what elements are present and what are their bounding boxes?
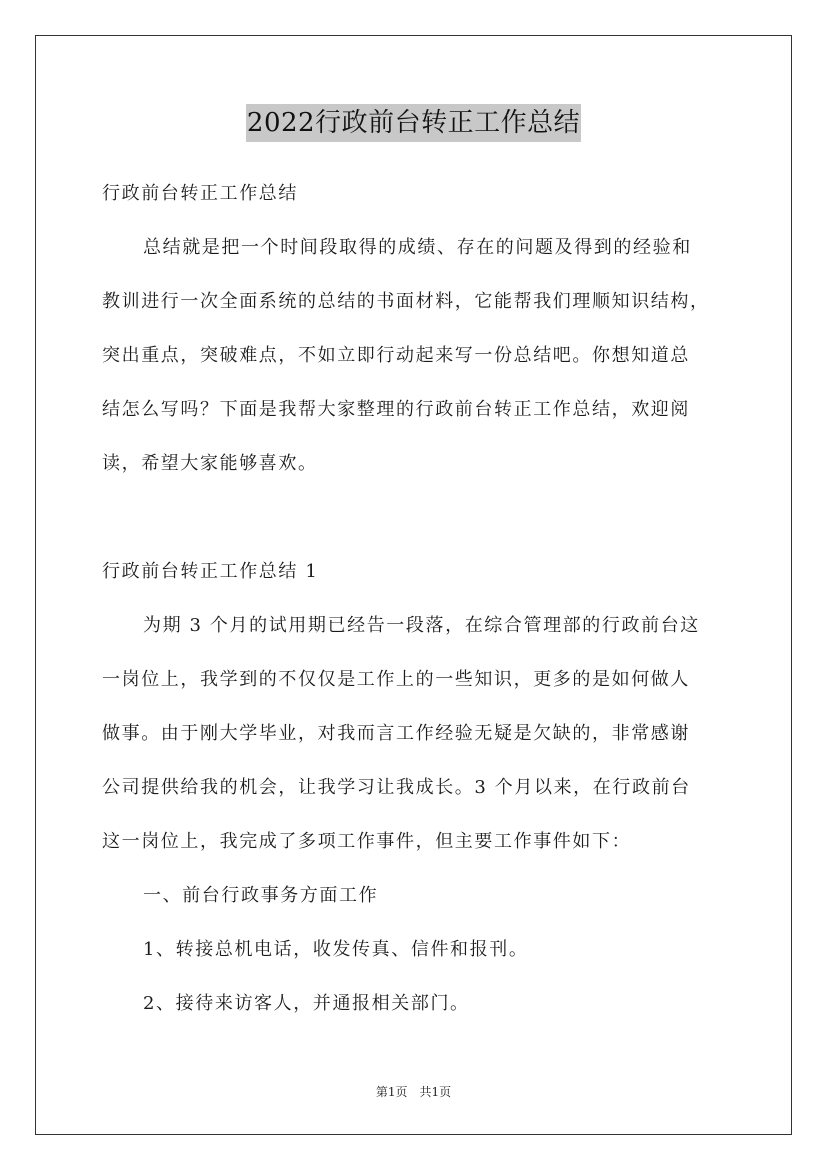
section-1-line-2: 一岗位上，我学到的不仅仅是工作上的一些知识，更多的是如何做人: [102, 669, 690, 690]
intro-line-5: 读，希望大家能够喜欢。: [102, 453, 318, 474]
section-1-line-5: 这一岗位上，我完成了多项工作事件，但主要工作事件如下：: [102, 831, 632, 852]
intro-heading: 行政前台转正工作总结: [102, 183, 298, 204]
section-1-line-3: 做事。由于刚大学毕业，对我而言工作经验无疑是欠缺的，非常感谢: [102, 723, 690, 744]
subheading-front-desk-affairs: 一、前台行政事务方面工作: [143, 885, 379, 906]
intro-line-4: 结怎么写吗？下面是我帮大家整理的行政前台转正工作总结，欢迎阅: [102, 399, 690, 420]
section-1-heading: 行政前台转正工作总结 1: [102, 561, 319, 582]
intro-line-3: 突出重点，突破难点，不如立即行动起来写一份总结吧。你想知道总: [102, 345, 690, 366]
page-footer: 第1页 共1页: [375, 1085, 452, 1099]
list-item-1: 1、转接总机电话，收发传真、信件和报刊。: [143, 939, 529, 960]
intro-line-2: 教训进行一次全面系统的总结的书面材料，它能帮我们理顺知识结构，: [102, 291, 710, 312]
document-title: 2022行政前台转正工作总结: [246, 104, 581, 142]
intro-line-1: 总结就是把一个时间段取得的成绩、存在的问题及得到的经验和: [143, 237, 692, 258]
list-item-2: 2、接待来访客人，并通报相关部门。: [143, 993, 470, 1014]
section-1-line-1: 为期 3 个月的试用期已经告一段落，在综合管理部的行政前台这: [143, 615, 700, 636]
title-container: [0, 104, 827, 142]
section-1-line-4: 公司提供给我的机会，让我学习让我成长。3 个月以来，在行政前台: [102, 777, 691, 798]
